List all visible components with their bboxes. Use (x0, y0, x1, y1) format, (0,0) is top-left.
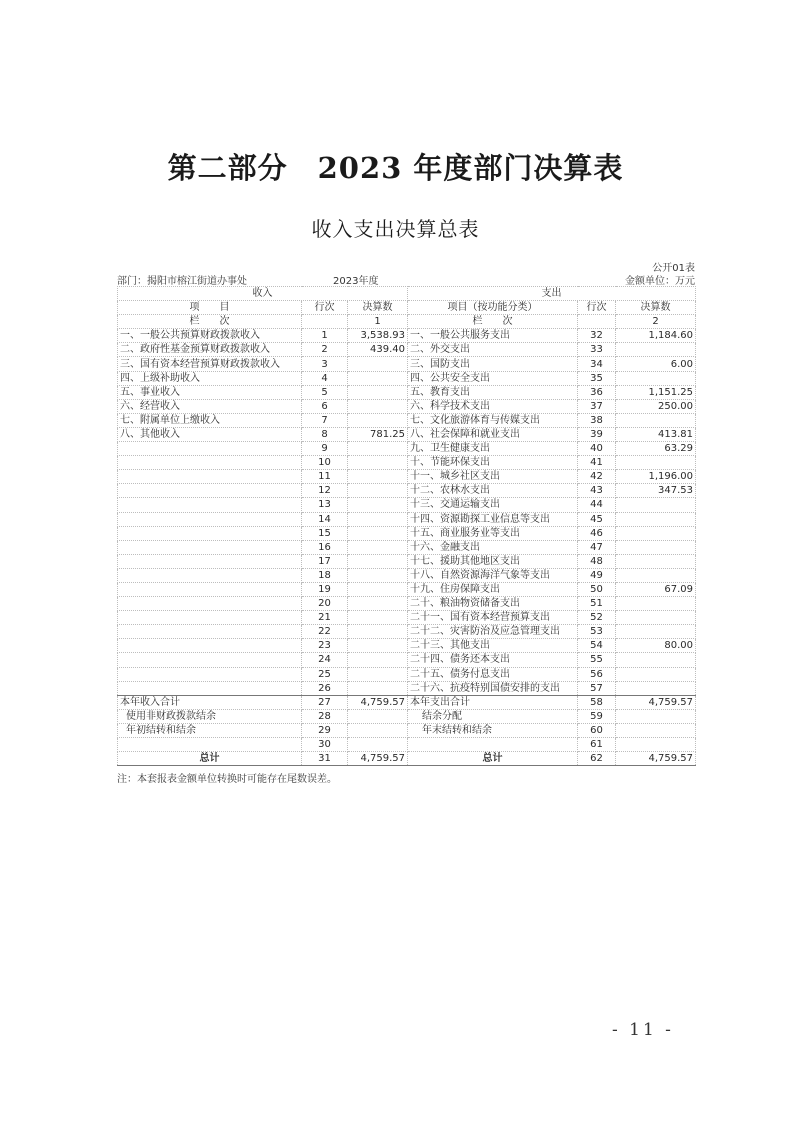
income-item (118, 611, 302, 625)
expense-item: 二十三、其他支出 (408, 639, 578, 653)
expense-item: 一、一般公共服务支出 (408, 329, 578, 343)
expense-row-no: 34 (578, 357, 616, 371)
expense-row-no: 46 (578, 526, 616, 540)
income-amount (348, 597, 408, 611)
budget-summary-table (117, 286, 695, 766)
column-header-row (118, 301, 696, 315)
document-title: 第二部分 2023 年度部门决算表 (167, 151, 624, 185)
expense-amount (616, 526, 696, 540)
income-amount: 4,759.57 (348, 695, 408, 709)
income-row-no: 21 (302, 611, 348, 625)
income-item: 年初结转和结余 (118, 723, 302, 737)
income-item: 本年收入合计 (118, 695, 302, 709)
expense-item: 三、国防支出 (408, 357, 578, 371)
income-item: 五、事业收入 (118, 385, 302, 399)
expense-item: 二十四、债务还本支出 (408, 653, 578, 667)
expense-row-no: 36 (578, 385, 616, 399)
expense-item: 十五、商业服务业等支出 (408, 526, 578, 540)
expense-amount (616, 709, 696, 723)
table-row (118, 695, 696, 709)
income-item (118, 653, 302, 667)
expense-item: 二、外交支出 (408, 343, 578, 357)
income-item (118, 625, 302, 639)
table-row (118, 723, 696, 737)
expense-row-no: 55 (578, 653, 616, 667)
expense-row-no: 44 (578, 498, 616, 512)
table-row (118, 484, 696, 498)
income-row-no: 25 (302, 667, 348, 681)
table-row (118, 667, 696, 681)
income-row-no: 7 (302, 413, 348, 427)
expense-row-no: 48 (578, 554, 616, 568)
table-row (118, 653, 696, 667)
expense-item: 十三、交通运输支出 (408, 498, 578, 512)
income-item (118, 639, 302, 653)
page-number: - 11 - (612, 1020, 674, 1040)
income-item (118, 667, 302, 681)
expense-item: 九、卫生健康支出 (408, 442, 578, 456)
expense-row-no: 61 (578, 738, 616, 752)
income-amount (348, 540, 408, 554)
expense-amount (616, 498, 696, 512)
table-row (118, 456, 696, 470)
expense-amount: 1,184.60 (616, 329, 696, 343)
income-amount: 781.25 (348, 427, 408, 441)
table-row (118, 371, 696, 385)
expense-item: 十二、农林水支出 (408, 484, 578, 498)
income-amount (348, 625, 408, 639)
income-amount-header: 决算数 (348, 301, 408, 315)
income-row-no: 28 (302, 709, 348, 723)
expense-row-no: 40 (578, 442, 616, 456)
table-row (118, 329, 696, 343)
income-amount: 439.40 (348, 343, 408, 357)
expense-item (408, 738, 578, 752)
income-row-no: 23 (302, 639, 348, 653)
income-amount (348, 611, 408, 625)
income-row-no: 5 (302, 385, 348, 399)
expense-amount (616, 625, 696, 639)
income-item: 四、上级补助收入 (118, 371, 302, 385)
income-row-no: 8 (302, 427, 348, 441)
table-row (118, 625, 696, 639)
income-row-no: 13 (302, 498, 348, 512)
expense-row-no: 51 (578, 597, 616, 611)
table-row (118, 738, 696, 752)
income-item: 总计 (118, 752, 302, 766)
table-row (118, 681, 696, 695)
income-item (118, 582, 302, 596)
expense-item: 十、节能环保支出 (408, 456, 578, 470)
expense-row-no: 42 (578, 470, 616, 484)
expense-col-label: 栏 次 (408, 315, 578, 329)
expense-row-no: 58 (578, 695, 616, 709)
expense-row-no: 45 (578, 512, 616, 526)
table-row (118, 413, 696, 427)
expense-amount (616, 456, 696, 470)
expense-amount (616, 653, 696, 667)
expense-item: 十八、自然资源海洋气象等支出 (408, 568, 578, 582)
table-row (118, 597, 696, 611)
expense-row-no: 43 (578, 484, 616, 498)
expense-amount (616, 554, 696, 568)
income-row-no: 31 (302, 752, 348, 766)
income-row-no: 22 (302, 625, 348, 639)
income-row-no: 9 (302, 442, 348, 456)
expense-amount (616, 738, 696, 752)
income-item (118, 526, 302, 540)
table-row (118, 639, 696, 653)
expense-amount: 67.09 (616, 582, 696, 596)
expense-amount: 250.00 (616, 399, 696, 413)
table-row (118, 470, 696, 484)
expense-amount: 4,759.57 (616, 695, 696, 709)
income-row-no: 10 (302, 456, 348, 470)
expense-item: 五、教育支出 (408, 385, 578, 399)
income-amount (348, 709, 408, 723)
income-item (118, 512, 302, 526)
table-row (118, 709, 696, 723)
income-item (118, 738, 302, 752)
expense-item: 十四、资源勘探工业信息等支出 (408, 512, 578, 526)
table-row (118, 427, 696, 441)
expense-item: 二十一、国有资本经营预算支出 (408, 611, 578, 625)
expense-item: 七、文化旅游体育与传媒支出 (408, 413, 578, 427)
income-amount (348, 582, 408, 596)
income-row-no: 2 (302, 343, 348, 357)
income-amount (348, 681, 408, 695)
expense-row-no: 56 (578, 667, 616, 681)
expense-item: 十七、援助其他地区支出 (408, 554, 578, 568)
expense-item: 四、公共安全支出 (408, 371, 578, 385)
income-amount (348, 512, 408, 526)
table-row (118, 554, 696, 568)
expense-row-no: 32 (578, 329, 616, 343)
table-title: 收入支出决算总表 (311, 217, 480, 241)
expense-row-no: 35 (578, 371, 616, 385)
expense-col-index: 2 (616, 315, 696, 329)
income-item-header: 项 目 (118, 301, 302, 315)
footnote: 注：本套报表金额单位转换时可能存在尾数误差。 (117, 774, 337, 785)
expense-row-no-header: 行次 (578, 301, 616, 315)
table-row (118, 611, 696, 625)
income-row-no: 16 (302, 540, 348, 554)
expense-amount-header: 决算数 (616, 301, 696, 315)
income-col-label: 栏 次 (118, 315, 302, 329)
column-index-row (118, 315, 696, 329)
income-amount (348, 385, 408, 399)
expense-row-no: 33 (578, 343, 616, 357)
expense-row-no: 52 (578, 611, 616, 625)
income-amount (348, 639, 408, 653)
expense-amount: 1,196.00 (616, 470, 696, 484)
expense-amount (616, 371, 696, 385)
expense-item: 十九、住房保障支出 (408, 582, 578, 596)
table-row (118, 498, 696, 512)
expense-item: 六、科学技术支出 (408, 399, 578, 413)
income-item (118, 568, 302, 582)
income-item (118, 597, 302, 611)
expense-amount: 63.29 (616, 442, 696, 456)
income-row-no: 20 (302, 597, 348, 611)
expense-row-no: 47 (578, 540, 616, 554)
expense-row-no: 62 (578, 752, 616, 766)
expense-row-no: 50 (578, 582, 616, 596)
income-item: 一、一般公共预算财政拨款收入 (118, 329, 302, 343)
table-row (118, 568, 696, 582)
expense-item: 结余分配 (408, 709, 578, 723)
expense-section-header: 支出 (408, 287, 696, 301)
expense-amount: 80.00 (616, 639, 696, 653)
income-col-index: 1 (348, 315, 408, 329)
expense-amount (616, 343, 696, 357)
income-row-no: 1 (302, 329, 348, 343)
expense-row-no: 54 (578, 639, 616, 653)
expense-item: 二十六、抗疫特别国债安排的支出 (408, 681, 578, 695)
income-row-no: 19 (302, 582, 348, 596)
income-row-no: 14 (302, 512, 348, 526)
expense-amount: 4,759.57 (616, 752, 696, 766)
income-amount (348, 371, 408, 385)
income-item: 使用非财政拨款结余 (118, 709, 302, 723)
income-amount: 4,759.57 (348, 752, 408, 766)
income-amount (348, 667, 408, 681)
expense-amount: 6.00 (616, 357, 696, 371)
expense-item: 十六、金融支出 (408, 540, 578, 554)
expense-amount (616, 568, 696, 582)
expense-amount: 1,151.25 (616, 385, 696, 399)
expense-item: 年末结转和结余 (408, 723, 578, 737)
income-amount (348, 738, 408, 752)
income-row-no: 27 (302, 695, 348, 709)
income-row-no: 17 (302, 554, 348, 568)
income-row-no: 6 (302, 399, 348, 413)
income-amount (348, 526, 408, 540)
table-row (118, 526, 696, 540)
expense-row-no: 60 (578, 723, 616, 737)
income-amount (348, 470, 408, 484)
income-amount: 3,538.93 (348, 329, 408, 343)
income-item (118, 484, 302, 498)
expense-row-no: 53 (578, 625, 616, 639)
income-amount (348, 568, 408, 582)
income-row-no: 15 (302, 526, 348, 540)
expense-amount (616, 512, 696, 526)
income-item (118, 540, 302, 554)
income-item: 七、附属单位上缴收入 (118, 413, 302, 427)
income-row-no-header: 行次 (302, 301, 348, 315)
expense-amount (616, 611, 696, 625)
income-row-no: 29 (302, 723, 348, 737)
income-item: 六、经营收入 (118, 399, 302, 413)
expense-amount: 413.81 (616, 427, 696, 441)
income-amount (348, 456, 408, 470)
expense-amount (616, 413, 696, 427)
expense-amount (616, 597, 696, 611)
expense-amount (616, 681, 696, 695)
fiscal-year: 2023年度 (333, 276, 379, 287)
table-row (118, 582, 696, 596)
income-item (118, 470, 302, 484)
expense-row-no: 38 (578, 413, 616, 427)
expense-amount (616, 540, 696, 554)
expense-item: 二十、粮油物资储备支出 (408, 597, 578, 611)
amount-unit: 金额单位：万元 (625, 276, 695, 287)
table-row (118, 540, 696, 554)
income-amount (348, 442, 408, 456)
expense-row-no: 39 (578, 427, 616, 441)
expense-row-no: 49 (578, 568, 616, 582)
section-header-row (118, 287, 696, 301)
expense-item: 总计 (408, 752, 578, 766)
income-row-no: 12 (302, 484, 348, 498)
income-amount (348, 723, 408, 737)
expense-item-header: 项目（按功能分类） (408, 301, 578, 315)
expense-amount: 347.53 (616, 484, 696, 498)
table-row (118, 399, 696, 413)
expense-row-no: 59 (578, 709, 616, 723)
income-amount (348, 554, 408, 568)
income-item (118, 456, 302, 470)
income-amount (348, 357, 408, 371)
income-item (118, 554, 302, 568)
expense-amount (616, 667, 696, 681)
income-item: 二、政府性基金预算财政拨款收入 (118, 343, 302, 357)
table-row (118, 357, 696, 371)
income-item (118, 442, 302, 456)
income-row-no: 4 (302, 371, 348, 385)
table-body (118, 329, 696, 766)
income-amount (348, 413, 408, 427)
table-row (118, 752, 696, 766)
income-amount (348, 498, 408, 512)
expense-row-no: 41 (578, 456, 616, 470)
expense-item: 二十五、债务付息支出 (408, 667, 578, 681)
income-amount (348, 399, 408, 413)
table-row (118, 512, 696, 526)
income-amount (348, 653, 408, 667)
expense-item: 二十二、灾害防治及应急管理支出 (408, 625, 578, 639)
table-row (118, 442, 696, 456)
table-row (118, 343, 696, 357)
income-row-no: 30 (302, 738, 348, 752)
income-item (118, 498, 302, 512)
expense-row-no: 37 (578, 399, 616, 413)
income-row-no: 26 (302, 681, 348, 695)
income-item: 三、国有资本经营预算财政拨款收入 (118, 357, 302, 371)
income-row-no: 11 (302, 470, 348, 484)
income-section-header: 收入 (118, 287, 408, 301)
expense-amount (616, 723, 696, 737)
income-row-no: 24 (302, 653, 348, 667)
form-code: 公开01表 (652, 263, 695, 274)
expense-item: 十一、城乡社区支出 (408, 470, 578, 484)
department-label: 部门：揭阳市榕江街道办事处 (117, 276, 247, 287)
expense-item: 本年支出合计 (408, 695, 578, 709)
income-amount (348, 484, 408, 498)
table-row (118, 385, 696, 399)
income-row-no: 3 (302, 357, 348, 371)
income-item: 八、其他收入 (118, 427, 302, 441)
income-item (118, 681, 302, 695)
expense-row-no: 57 (578, 681, 616, 695)
income-row-no: 18 (302, 568, 348, 582)
expense-item: 八、社会保障和就业支出 (408, 427, 578, 441)
